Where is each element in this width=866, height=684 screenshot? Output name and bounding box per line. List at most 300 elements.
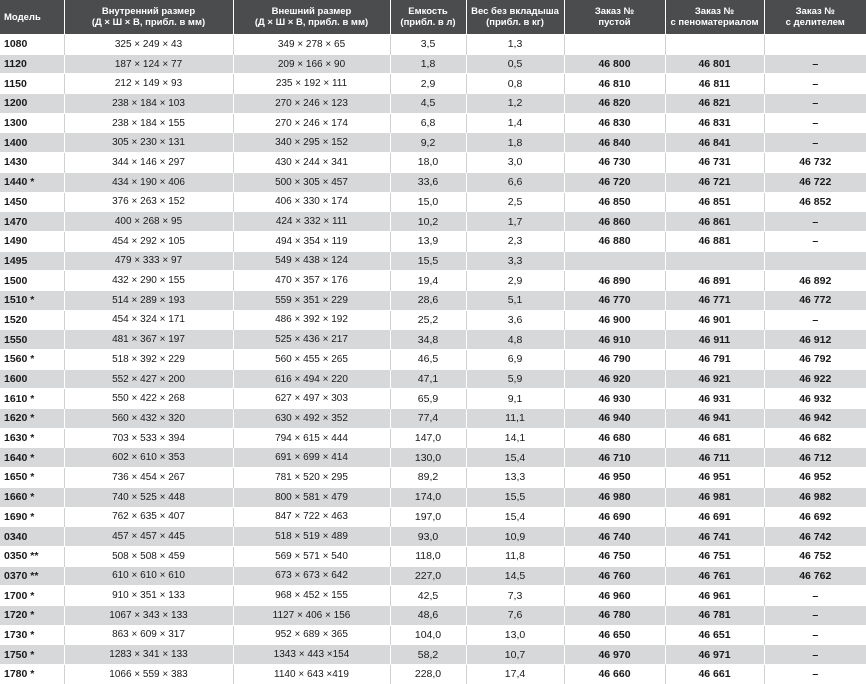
header-line: (прибл. в л) <box>400 17 456 28</box>
cell-order-foam: 46 891 <box>665 271 764 291</box>
cell-inner-size: 863 × 609 × 317 <box>64 625 233 645</box>
cell-weight: 5,1 <box>466 290 564 310</box>
cell-outer-size: 424 × 332 × 111 <box>233 212 390 232</box>
cell-capacity: 2,9 <box>390 74 466 94</box>
cell-order-foam: 46 791 <box>665 350 764 370</box>
cell-weight: 13,0 <box>466 625 564 645</box>
cell-order-foam: 46 741 <box>665 527 764 547</box>
cell-inner-size: 762 × 635 × 407 <box>64 507 233 527</box>
cell-model: 1690 * <box>0 507 64 527</box>
cell-model: 1780 * <box>0 665 64 684</box>
cell-order-foam: 46 821 <box>665 94 764 114</box>
cell-outer-size: 340 × 295 × 152 <box>233 133 390 153</box>
cell-weight: 17,4 <box>466 665 564 684</box>
cell-model: 1120 <box>0 54 64 74</box>
cell-capacity: 28,6 <box>390 290 466 310</box>
cell-outer-size: 549 × 438 × 124 <box>233 251 390 271</box>
cell-order-foam: 46 731 <box>665 153 764 173</box>
cell-order-foam: 46 651 <box>665 625 764 645</box>
cell-order-foam: 46 661 <box>665 665 764 684</box>
cell-weight: 6,6 <box>466 172 564 192</box>
cell-order-empty: 46 950 <box>564 468 665 488</box>
table-row <box>0 625 866 645</box>
header-line: Внешний размер <box>271 6 352 17</box>
cell-order-empty: 46 850 <box>564 192 665 212</box>
cell-order-empty: 46 810 <box>564 74 665 94</box>
cell-model: 1720 * <box>0 605 64 625</box>
cell-order-divider: 46 772 <box>764 290 866 310</box>
cell-order-empty: 46 820 <box>564 94 665 114</box>
cell-order-divider: 46 942 <box>764 409 866 429</box>
cell-order-divider: – <box>764 231 866 251</box>
header-line: Внутренний размер <box>101 6 196 17</box>
cell-capacity: 10,2 <box>390 212 466 232</box>
cell-capacity: 93,0 <box>390 527 466 547</box>
cell-order-divider: 46 682 <box>764 428 866 448</box>
cell-order-foam: 46 841 <box>665 133 764 153</box>
cell-weight: 1,4 <box>466 113 564 133</box>
cell-inner-size: 508 × 508 × 459 <box>64 546 233 566</box>
cell-order-divider: – <box>764 212 866 232</box>
cell-model: 1450 <box>0 192 64 212</box>
cell-order-divider: – <box>764 94 866 114</box>
cell-outer-size: 616 × 494 × 220 <box>233 369 390 389</box>
cell-order-divider: 46 722 <box>764 172 866 192</box>
cell-inner-size: 1067 × 343 × 133 <box>64 605 233 625</box>
cell-inner-size: 305 × 230 × 131 <box>64 133 233 153</box>
cell-inner-size: 325 × 249 × 43 <box>64 35 233 55</box>
cell-order-foam: 46 811 <box>665 74 764 94</box>
cell-capacity: 34,8 <box>390 330 466 350</box>
cell-order-divider: 46 922 <box>764 369 866 389</box>
cell-order-divider <box>764 251 866 271</box>
cell-outer-size: 781 × 520 × 295 <box>233 468 390 488</box>
cell-order-divider: 46 752 <box>764 546 866 566</box>
table-row <box>0 231 866 251</box>
header-capacity <box>390 0 466 35</box>
cell-order-foam <box>665 251 764 271</box>
cell-outer-size: 952 × 689 × 365 <box>233 625 390 645</box>
cell-order-foam: 46 911 <box>665 330 764 350</box>
header-line: Заказ № <box>594 6 635 17</box>
cell-order-empty: 46 720 <box>564 172 665 192</box>
cell-capacity: 58,2 <box>390 645 466 665</box>
cell-weight: 7,6 <box>466 605 564 625</box>
table-row <box>0 468 866 488</box>
header-model <box>0 0 64 35</box>
cell-inner-size: 1283 × 341 × 133 <box>64 645 233 665</box>
cell-order-divider: 46 952 <box>764 468 866 488</box>
cell-capacity: 9,2 <box>390 133 466 153</box>
cell-weight: 1,2 <box>466 94 564 114</box>
cell-weight: 10,9 <box>466 527 564 547</box>
table-body <box>0 35 866 684</box>
cell-inner-size: 703 × 533 × 394 <box>64 428 233 448</box>
cell-order-divider: 46 792 <box>764 350 866 370</box>
cell-model: 0340 <box>0 527 64 547</box>
cell-order-foam: 46 951 <box>665 468 764 488</box>
header-line: (Д × Ш × В, прибл. в мм) <box>254 17 369 28</box>
cell-inner-size: 550 × 422 × 268 <box>64 389 233 409</box>
cell-inner-size: 602 × 610 × 353 <box>64 448 233 468</box>
cell-outer-size: 1140 × 643 ×419 <box>233 665 390 684</box>
cell-capacity: 18,0 <box>390 153 466 173</box>
cell-model: 1600 <box>0 369 64 389</box>
cell-model: 1400 <box>0 133 64 153</box>
cell-order-foam: 46 751 <box>665 546 764 566</box>
table-row <box>0 389 866 409</box>
cell-model: 1620 * <box>0 409 64 429</box>
table-row <box>0 487 866 507</box>
table-row <box>0 290 866 310</box>
cell-capacity: 46,5 <box>390 350 466 370</box>
cell-order-foam: 46 861 <box>665 212 764 232</box>
cell-order-empty: 46 650 <box>564 625 665 645</box>
header-line: Вес без вкладыша <box>471 6 559 17</box>
cell-model: 1510 * <box>0 290 64 310</box>
cell-capacity: 15,5 <box>390 251 466 271</box>
cell-order-empty: 46 880 <box>564 231 665 251</box>
cell-capacity: 147,0 <box>390 428 466 448</box>
cell-order-empty <box>564 35 665 55</box>
cell-inner-size: 212 × 149 × 93 <box>64 74 233 94</box>
cell-weight: 0,5 <box>466 54 564 74</box>
cell-order-divider: – <box>764 74 866 94</box>
cell-weight: 3,0 <box>466 153 564 173</box>
cell-order-divider: 46 692 <box>764 507 866 527</box>
cell-model: 1080 <box>0 35 64 55</box>
table-row <box>0 54 866 74</box>
cell-order-divider: – <box>764 625 866 645</box>
cell-inner-size: 238 × 184 × 103 <box>64 94 233 114</box>
cell-outer-size: 406 × 330 × 174 <box>233 192 390 212</box>
cell-inner-size: 454 × 292 × 105 <box>64 231 233 251</box>
cell-order-divider: – <box>764 645 866 665</box>
cell-capacity: 3,5 <box>390 35 466 55</box>
cell-order-divider: – <box>764 586 866 606</box>
cell-inner-size: 187 × 124 × 77 <box>64 54 233 74</box>
cell-model: 1150 <box>0 74 64 94</box>
cell-order-empty: 46 660 <box>564 665 665 684</box>
header-line: с делителем <box>785 17 845 28</box>
table-row <box>0 665 866 684</box>
header-line: пустой <box>598 17 631 28</box>
cell-inner-size: 400 × 268 × 95 <box>64 212 233 232</box>
cell-inner-size: 736 × 454 × 267 <box>64 468 233 488</box>
cell-order-empty: 46 800 <box>564 54 665 74</box>
cell-weight: 4,8 <box>466 330 564 350</box>
cell-order-empty: 46 840 <box>564 133 665 153</box>
header-line: с пеноматериалом <box>670 17 759 28</box>
cell-order-foam: 46 851 <box>665 192 764 212</box>
cell-inner-size: 457 × 457 × 445 <box>64 527 233 547</box>
cell-inner-size: 481 × 367 × 197 <box>64 330 233 350</box>
table-row <box>0 448 866 468</box>
table-row <box>0 350 866 370</box>
cell-outer-size: 270 × 246 × 174 <box>233 113 390 133</box>
cell-outer-size: 470 × 357 × 176 <box>233 271 390 291</box>
cell-order-foam <box>665 35 764 55</box>
cell-outer-size: 673 × 673 × 642 <box>233 566 390 586</box>
cell-outer-size: 500 × 305 × 457 <box>233 172 390 192</box>
cell-capacity: 197,0 <box>390 507 466 527</box>
cell-weight: 15,4 <box>466 507 564 527</box>
cell-inner-size: 432 × 290 × 155 <box>64 271 233 291</box>
cell-capacity: 47,1 <box>390 369 466 389</box>
cell-inner-size: 518 × 392 × 229 <box>64 350 233 370</box>
cell-weight: 9,1 <box>466 389 564 409</box>
cell-capacity: 13,9 <box>390 231 466 251</box>
cell-inner-size: 740 × 525 × 448 <box>64 487 233 507</box>
cell-outer-size: 518 × 519 × 489 <box>233 527 390 547</box>
cell-outer-size: 800 × 581 × 479 <box>233 487 390 507</box>
cell-order-empty: 46 750 <box>564 546 665 566</box>
cell-order-divider: – <box>764 133 866 153</box>
table-row <box>0 369 866 389</box>
cell-order-empty: 46 940 <box>564 409 665 429</box>
cell-order-empty: 46 980 <box>564 487 665 507</box>
cell-outer-size: 627 × 497 × 303 <box>233 389 390 409</box>
header-line: Заказ № <box>694 6 735 17</box>
cell-outer-size: 968 × 452 × 155 <box>233 586 390 606</box>
table-row <box>0 192 866 212</box>
cell-model: 1200 <box>0 94 64 114</box>
cell-capacity: 42,5 <box>390 586 466 606</box>
cell-order-empty: 46 680 <box>564 428 665 448</box>
cell-order-foam: 46 691 <box>665 507 764 527</box>
cell-inner-size: 376 × 263 × 152 <box>64 192 233 212</box>
cell-outer-size: 569 × 571 × 540 <box>233 546 390 566</box>
cell-order-divider: – <box>764 310 866 330</box>
cell-order-divider: 46 762 <box>764 566 866 586</box>
cell-order-foam: 46 901 <box>665 310 764 330</box>
header-line: (Д × Ш × В, прибл. в мм) <box>91 17 206 28</box>
cell-order-empty: 46 780 <box>564 605 665 625</box>
cell-capacity: 174,0 <box>390 487 466 507</box>
cell-order-divider: 46 732 <box>764 153 866 173</box>
table-row <box>0 153 866 173</box>
cell-weight: 2,3 <box>466 231 564 251</box>
cell-outer-size: 560 × 455 × 265 <box>233 350 390 370</box>
cell-model: 1750 * <box>0 645 64 665</box>
cell-order-foam: 46 881 <box>665 231 764 251</box>
cell-model: 1650 * <box>0 468 64 488</box>
cell-order-divider <box>764 35 866 55</box>
cell-inner-size: 560 × 432 × 320 <box>64 409 233 429</box>
cell-order-foam: 46 961 <box>665 586 764 606</box>
cell-order-divider: – <box>764 605 866 625</box>
cell-order-empty: 46 960 <box>564 586 665 606</box>
cell-weight: 2,5 <box>466 192 564 212</box>
table-row <box>0 74 866 94</box>
cell-weight: 5,9 <box>466 369 564 389</box>
header-line: Заказ № <box>795 6 835 17</box>
cell-order-foam: 46 771 <box>665 290 764 310</box>
cell-capacity: 104,0 <box>390 625 466 645</box>
cell-capacity: 228,0 <box>390 665 466 684</box>
cell-model: 1300 <box>0 113 64 133</box>
cell-order-divider: 46 742 <box>764 527 866 547</box>
cell-capacity: 65,9 <box>390 389 466 409</box>
cell-capacity: 130,0 <box>390 448 466 468</box>
cell-model: 1500 <box>0 271 64 291</box>
header-line: Емкость <box>408 6 448 17</box>
cell-weight: 3,6 <box>466 310 564 330</box>
cell-outer-size: 691 × 699 × 414 <box>233 448 390 468</box>
cell-capacity: 118,0 <box>390 546 466 566</box>
cell-order-divider: – <box>764 665 866 684</box>
cell-capacity: 25,2 <box>390 310 466 330</box>
table-row <box>0 35 866 55</box>
cell-order-empty: 46 970 <box>564 645 665 665</box>
cell-capacity: 48,6 <box>390 605 466 625</box>
cell-inner-size: 238 × 184 × 155 <box>64 113 233 133</box>
cell-order-foam: 46 721 <box>665 172 764 192</box>
cell-outer-size: 1343 × 443 ×154 <box>233 645 390 665</box>
cell-weight: 15,5 <box>466 487 564 507</box>
cell-outer-size: 559 × 351 × 229 <box>233 290 390 310</box>
table-row <box>0 409 866 429</box>
cell-weight: 14,1 <box>466 428 564 448</box>
cell-weight: 15,4 <box>466 448 564 468</box>
cell-inner-size: 514 × 289 × 193 <box>64 290 233 310</box>
cell-outer-size: 349 × 278 × 65 <box>233 35 390 55</box>
table-row <box>0 251 866 271</box>
cell-inner-size: 910 × 351 × 133 <box>64 586 233 606</box>
cell-order-divider: 46 932 <box>764 389 866 409</box>
cell-capacity: 89,2 <box>390 468 466 488</box>
header-order-divider <box>764 0 866 35</box>
cell-capacity: 4,5 <box>390 94 466 114</box>
cell-order-empty: 46 860 <box>564 212 665 232</box>
cell-model: 1700 * <box>0 586 64 606</box>
cell-weight: 6,9 <box>466 350 564 370</box>
cell-model: 1430 <box>0 153 64 173</box>
cell-order-divider: – <box>764 54 866 74</box>
cell-weight: 10,7 <box>466 645 564 665</box>
cell-order-empty: 46 760 <box>564 566 665 586</box>
cell-order-foam: 46 931 <box>665 389 764 409</box>
header-line: (прибл. в кг) <box>486 17 544 28</box>
table-header <box>0 0 866 35</box>
header-inner-size <box>64 0 233 35</box>
table-row <box>0 507 866 527</box>
cell-order-empty <box>564 251 665 271</box>
table-row <box>0 271 866 291</box>
cell-model: 1640 * <box>0 448 64 468</box>
cell-outer-size: 525 × 436 × 217 <box>233 330 390 350</box>
table-row <box>0 172 866 192</box>
cell-order-empty: 46 790 <box>564 350 665 370</box>
cell-capacity: 6,8 <box>390 113 466 133</box>
cell-model: 1520 <box>0 310 64 330</box>
cell-order-empty: 46 930 <box>564 389 665 409</box>
cell-capacity: 1,8 <box>390 54 466 74</box>
cell-order-foam: 46 921 <box>665 369 764 389</box>
cell-inner-size: 610 × 610 × 610 <box>64 566 233 586</box>
cell-capacity: 33,6 <box>390 172 466 192</box>
cell-weight: 7,3 <box>466 586 564 606</box>
cell-order-foam: 46 781 <box>665 605 764 625</box>
cell-order-foam: 46 971 <box>665 645 764 665</box>
cell-weight: 0,8 <box>466 74 564 94</box>
header-order-empty <box>564 0 665 35</box>
cell-model: 1550 <box>0 330 64 350</box>
cell-outer-size: 235 × 192 × 111 <box>233 74 390 94</box>
table-row <box>0 586 866 606</box>
table-row <box>0 428 866 448</box>
cell-order-foam: 46 711 <box>665 448 764 468</box>
header-weight <box>466 0 564 35</box>
cell-model: 1440 * <box>0 172 64 192</box>
cell-order-empty: 46 740 <box>564 527 665 547</box>
cell-capacity: 227,0 <box>390 566 466 586</box>
cell-weight: 11,1 <box>466 409 564 429</box>
cell-model: 1560 * <box>0 350 64 370</box>
cell-model: 0370 ** <box>0 566 64 586</box>
cell-outer-size: 270 × 246 × 123 <box>233 94 390 114</box>
cell-capacity: 19,4 <box>390 271 466 291</box>
cell-inner-size: 434 × 190 × 406 <box>64 172 233 192</box>
cell-order-empty: 46 920 <box>564 369 665 389</box>
cell-weight: 2,9 <box>466 271 564 291</box>
table-row <box>0 645 866 665</box>
header-line: Модель <box>4 11 41 23</box>
cell-outer-size: 430 × 244 × 341 <box>233 153 390 173</box>
table-row <box>0 113 866 133</box>
cell-model: 1660 * <box>0 487 64 507</box>
table-row <box>0 133 866 153</box>
cell-weight: 3,3 <box>466 251 564 271</box>
cell-order-divider: 46 852 <box>764 192 866 212</box>
table-row <box>0 330 866 350</box>
cell-order-empty: 46 900 <box>564 310 665 330</box>
cell-inner-size: 479 × 333 × 97 <box>64 251 233 271</box>
header-order-foam <box>665 0 764 35</box>
cell-order-empty: 46 690 <box>564 507 665 527</box>
table-row <box>0 310 866 330</box>
cell-weight: 1,3 <box>466 35 564 55</box>
cell-model: 1610 * <box>0 389 64 409</box>
table-row <box>0 605 866 625</box>
cell-outer-size: 209 × 166 × 90 <box>233 54 390 74</box>
cell-order-foam: 46 761 <box>665 566 764 586</box>
cell-order-empty: 46 890 <box>564 271 665 291</box>
header-outer-size <box>233 0 390 35</box>
cell-order-empty: 46 910 <box>564 330 665 350</box>
cell-order-divider: 46 912 <box>764 330 866 350</box>
cell-order-foam: 46 681 <box>665 428 764 448</box>
cell-order-empty: 46 830 <box>564 113 665 133</box>
table-row <box>0 527 866 547</box>
table-row <box>0 212 866 232</box>
cell-weight: 1,8 <box>466 133 564 153</box>
table-row <box>0 94 866 114</box>
header-row <box>0 0 866 35</box>
table-row <box>0 566 866 586</box>
cell-outer-size: 494 × 354 × 119 <box>233 231 390 251</box>
cell-outer-size: 794 × 615 × 444 <box>233 428 390 448</box>
cell-order-divider: – <box>764 113 866 133</box>
cell-inner-size: 454 × 324 × 171 <box>64 310 233 330</box>
cell-order-foam: 46 831 <box>665 113 764 133</box>
cell-order-foam: 46 981 <box>665 487 764 507</box>
cell-weight: 11,8 <box>466 546 564 566</box>
cell-inner-size: 1066 × 559 × 383 <box>64 665 233 684</box>
cell-model: 1495 <box>0 251 64 271</box>
cell-outer-size: 486 × 392 × 192 <box>233 310 390 330</box>
cell-weight: 13,3 <box>466 468 564 488</box>
